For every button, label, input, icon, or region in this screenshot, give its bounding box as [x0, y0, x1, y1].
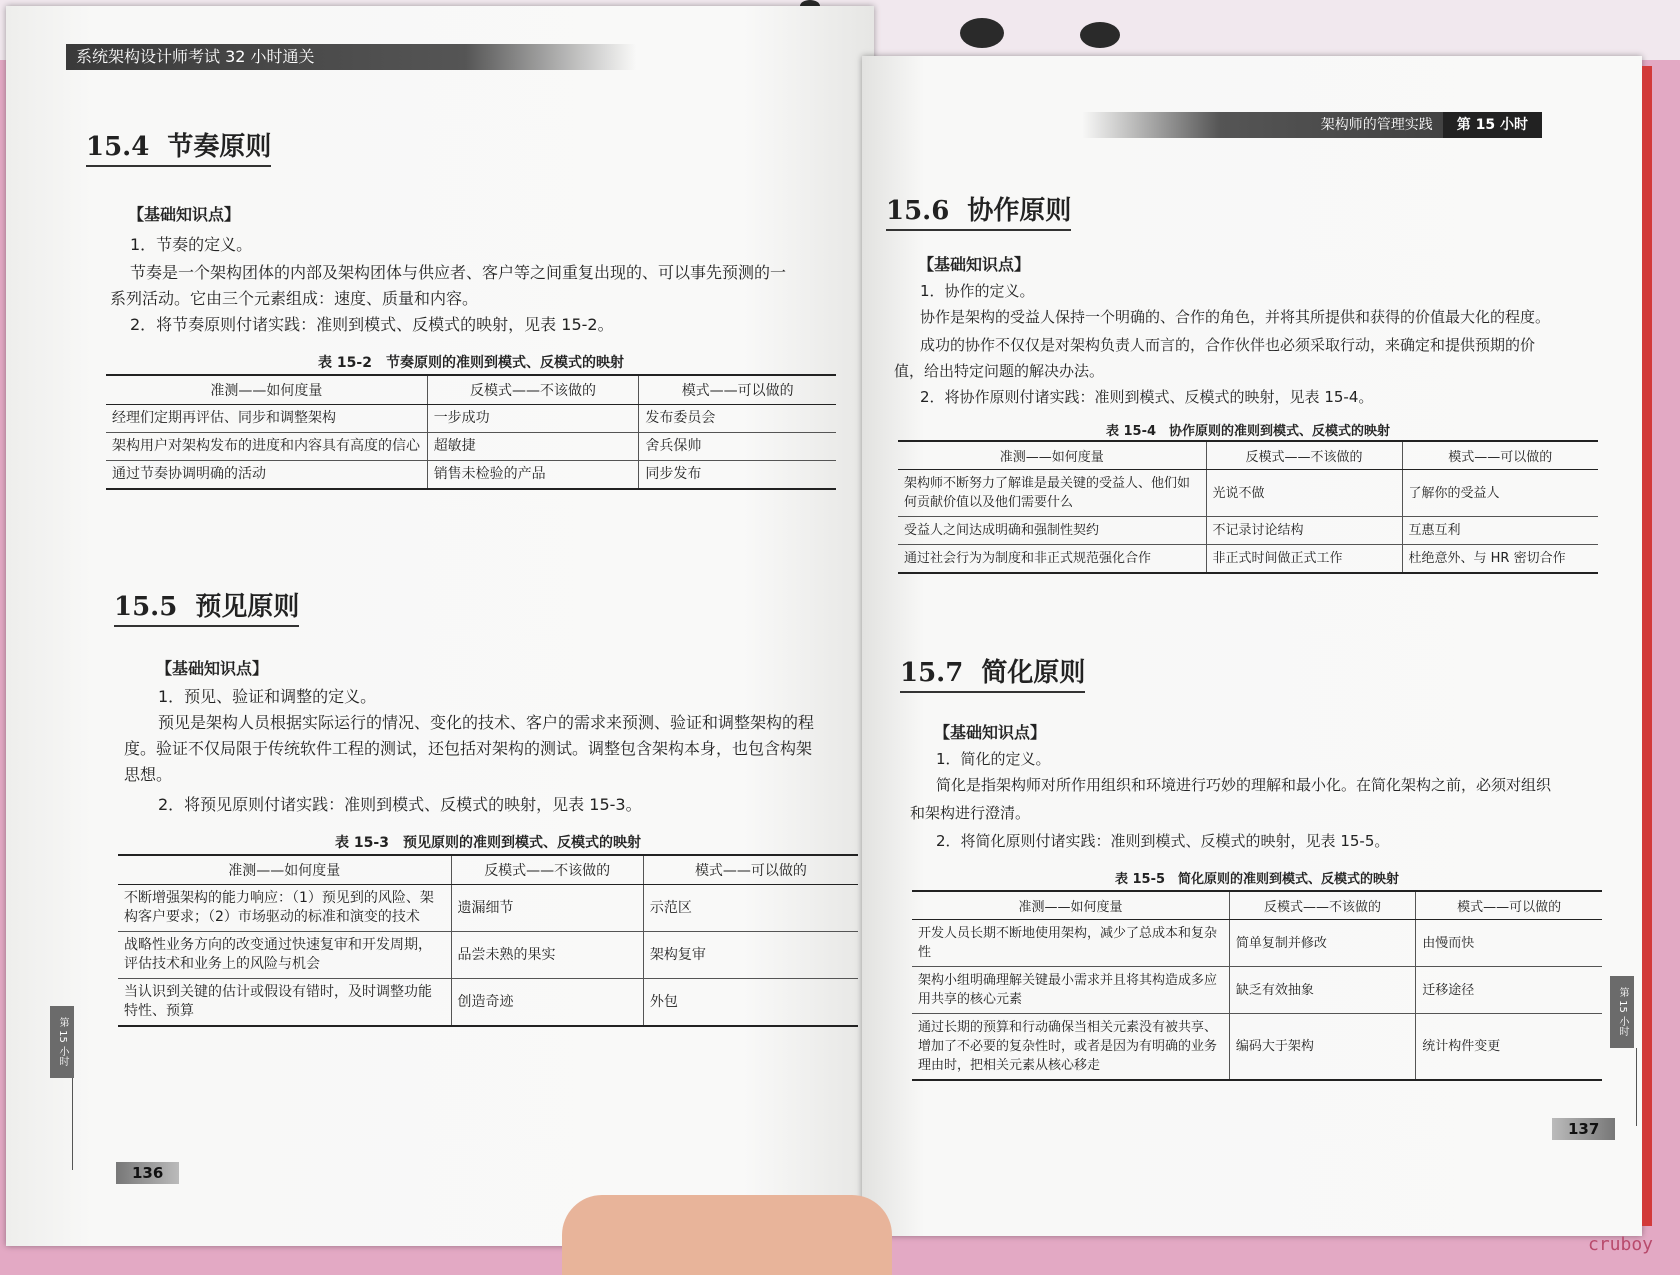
table-cell: 架构用户对架构发布的进度和内容具有高度的信心	[106, 433, 427, 461]
chapter-side-tab: 第 15 小时	[1610, 976, 1634, 1048]
book-spread	[6, 6, 1656, 1254]
table-header-row	[898, 441, 1598, 470]
section-number: 15.6	[886, 196, 950, 226]
table-row	[898, 545, 1598, 574]
column-header: 模式——可以做的	[639, 375, 836, 405]
section-number: 15.5	[114, 592, 178, 622]
paragraph: 简化是指架构师对所作用组织和环境进行巧妙的理解和最小化。在简化架构之前，必须对组织	[936, 776, 1552, 794]
table-caption: 表 15-4 协作原则的准则到模式、反模式的映射	[1105, 424, 1391, 439]
column-header: 准测——如何度量	[106, 375, 427, 405]
paragraph: 节奏是一个架构团体的内部及架构团体与供应者、客户等之间重复出现的、可以事先预测的一	[130, 263, 787, 282]
section-number: 15.4	[86, 132, 150, 162]
table-caption: 表 15-3 预见原则的准则到模式、反模式的映射	[335, 835, 641, 851]
table-row	[898, 517, 1598, 545]
table-cell: 光说不做	[1206, 470, 1402, 517]
table-row	[912, 967, 1602, 1014]
table-cell: 不记录讨论结构	[1206, 517, 1402, 545]
column-header: 模式——可以做的	[643, 855, 858, 885]
table-cell: 开发人员长期不断地使用架构，减少了总成本和复杂性	[912, 920, 1229, 967]
paragraph: 1．节奏的定义。	[130, 235, 253, 254]
table-cell: 经理们定期再评估、同步和调整架构	[106, 405, 427, 433]
column-header: 模式——可以做的	[1416, 891, 1602, 920]
running-header-title: 架构师的管理实践	[1320, 117, 1433, 133]
table-cell: 示范区	[643, 885, 858, 932]
table-15-2	[106, 374, 836, 490]
table-cell: 由慢而快	[1416, 920, 1602, 967]
table-cell: 编码大于架构	[1229, 1014, 1415, 1081]
table-row	[106, 461, 836, 490]
table-cell: 通过长期的预算和行动确保当相关元素没有被共享、增加了不必要的复杂性时，或者是因为有明确的业务理由时，把相关元素从核心移走	[912, 1014, 1229, 1081]
table-cell: 互惠互利	[1402, 517, 1598, 545]
column-header: 准测——如何度量	[898, 441, 1206, 470]
table-15-3	[118, 854, 858, 1027]
book-red-edge	[1642, 66, 1652, 1226]
paragraph: 度。验证不仅局限于传统软件工程的测试，还包括对架构的测试。调整包含架构本身，也包含构架	[124, 739, 813, 758]
paragraph: 2．将预见原则付诸实践：准则到模式、反模式的映射，见表 15-3。	[158, 795, 642, 814]
table-cell: 架构复审	[643, 932, 858, 979]
running-header: 系统架构设计师考试 32 小时通关	[66, 44, 636, 70]
column-header: 反模式——不该做的	[427, 375, 639, 405]
paragraph: 成功的协作不仅仅是对架构负责人而言的，合作伙伴也必须采取行动，来确定和提供预期的价	[920, 336, 1536, 354]
knowledge-point-label: 【基础知识点】	[934, 723, 1047, 742]
table-cell: 通过节奏协调明确的活动	[106, 461, 427, 490]
knowledge-point-label: 【基础知识点】	[156, 659, 269, 678]
knowledge-point-label: 【基础知识点】	[128, 205, 241, 224]
table-cell: 当认识到关键的估计或假设有错时，及时调整功能特性、预算	[118, 979, 451, 1027]
table-cell: 不断增强架构的能力响应：（1）预见到的风险、架构客户要求；（2）市场驱动的标准和演变的技术	[118, 885, 451, 932]
paragraph: 预见是架构人员根据实际运行的情况、变化的技术、客户的需求来预测、验证和调整架构的程	[158, 713, 815, 732]
column-header: 模式——可以做的	[1402, 441, 1598, 470]
table-header-row	[912, 891, 1602, 920]
table-cell: 销售未检验的产品	[427, 461, 639, 490]
paragraph: 系列活动。它由三个元素组成：速度、质量和内容。	[110, 289, 479, 308]
paragraph: 协作是架构的受益人保持一个明确的、合作的角色，并将其所提供和获得的价值最大化的程度。	[920, 308, 1551, 326]
table-cell: 通过社会行为为制度和非正式规范强化合作	[898, 545, 1206, 574]
running-header	[1082, 112, 1542, 138]
page-corner-line	[1636, 1048, 1637, 1126]
paragraph: 2．将节奏原则付诸实践：准则到模式、反模式的映射，见表 15-2。	[130, 315, 614, 334]
table-row	[912, 1014, 1602, 1081]
section-heading-15-7	[900, 652, 1085, 693]
table-cell: 品尝未熟的果实	[451, 932, 643, 979]
chapter-side-tab: 第 15 小时	[50, 1006, 74, 1078]
knowledge-point-label: 【基础知识点】	[918, 255, 1031, 274]
column-header: 反模式——不该做的	[1229, 891, 1415, 920]
table-cell: 了解你的受益人	[1402, 470, 1598, 517]
table-cell: 一步成功	[427, 405, 639, 433]
paragraph: 2．将协作原则付诸实践：准则到模式、反模式的映射，见表 15-4。	[920, 388, 1374, 406]
table-cell: 同步发布	[639, 461, 836, 490]
finger	[562, 1195, 892, 1275]
table-cell: 外包	[643, 979, 858, 1027]
table-cell: 舍兵保帅	[639, 433, 836, 461]
right-page	[862, 56, 1642, 1236]
table-15-5	[912, 890, 1602, 1081]
page-number: 136	[116, 1162, 179, 1184]
table-row	[912, 920, 1602, 967]
table-cell: 超敏捷	[427, 433, 639, 461]
column-header: 反模式——不该做的	[451, 855, 643, 885]
table-cell: 战略性业务方向的改变通过快速复审和开发周期，评估技术和业务上的风险与机会	[118, 932, 451, 979]
section-number: 15.7	[900, 658, 964, 688]
hour-chip: 第 15 小时	[1443, 112, 1542, 138]
table-cell: 发布委员会	[639, 405, 836, 433]
section-heading-15-5	[114, 586, 299, 627]
paragraph: 值，给出特定问题的解决办法。	[894, 362, 1105, 380]
column-header: 准测——如何度量	[118, 855, 451, 885]
watermark: cruboy	[1588, 1234, 1654, 1255]
page-corner-line	[72, 1078, 73, 1170]
table-row	[898, 470, 1598, 517]
table-cell: 统计构件变更	[1416, 1014, 1602, 1081]
paragraph: 2．将简化原则付诸实践：准则到模式、反模式的映射，见表 15-5。	[936, 832, 1390, 850]
section-heading-15-4	[86, 126, 271, 167]
table-cell: 受益人之间达成明确和强制性契约	[898, 517, 1206, 545]
paragraph: 1．预见、验证和调整的定义。	[158, 687, 377, 706]
table-cell: 架构小组明确理解关键最小需求并且将其构造成多应用共享的核心元素	[912, 967, 1229, 1014]
table-15-4	[898, 440, 1598, 574]
paragraph: 思想。	[124, 765, 173, 784]
table-row	[118, 885, 858, 932]
paragraph: 1．协作的定义。	[920, 282, 1035, 300]
table-row	[106, 433, 836, 461]
section-title: 预见原则	[195, 592, 300, 622]
column-header: 反模式——不该做的	[1206, 441, 1402, 470]
table-cell: 杜绝意外、与 HR 密切合作	[1402, 545, 1598, 574]
paragraph: 1．简化的定义。	[936, 750, 1051, 768]
column-header: 准测——如何度量	[912, 891, 1229, 920]
section-title: 协作原则	[967, 196, 1072, 226]
section-title: 简化原则	[981, 658, 1086, 688]
page-number: 137	[1552, 1118, 1615, 1140]
table-cell: 缺乏有效抽象	[1229, 967, 1415, 1014]
table-caption: 表 15-5 简化原则的准则到模式、反模式的映射	[1114, 872, 1400, 887]
table-row	[106, 405, 836, 433]
table-header-row	[106, 375, 836, 405]
paragraph: 和架构进行澄清。	[910, 804, 1031, 822]
table-row	[118, 932, 858, 979]
table-caption: 表 15-2 节奏原则的准则到模式、反模式的映射	[318, 355, 624, 371]
table-cell: 创造奇迹	[451, 979, 643, 1027]
left-page	[6, 6, 874, 1246]
section-title: 节奏原则	[167, 132, 272, 162]
table-header-row	[118, 855, 858, 885]
table-cell: 非正式时间做正式工作	[1206, 545, 1402, 574]
table-cell: 遗漏细节	[451, 885, 643, 932]
table-row	[118, 979, 858, 1027]
table-cell: 迁移途径	[1416, 967, 1602, 1014]
section-heading-15-6	[886, 190, 1071, 231]
table-cell: 架构师不断努力了解谁是最关键的受益人、他们如何贡献价值以及他们需要什么	[898, 470, 1206, 517]
table-cell: 简单复制并修改	[1229, 920, 1415, 967]
